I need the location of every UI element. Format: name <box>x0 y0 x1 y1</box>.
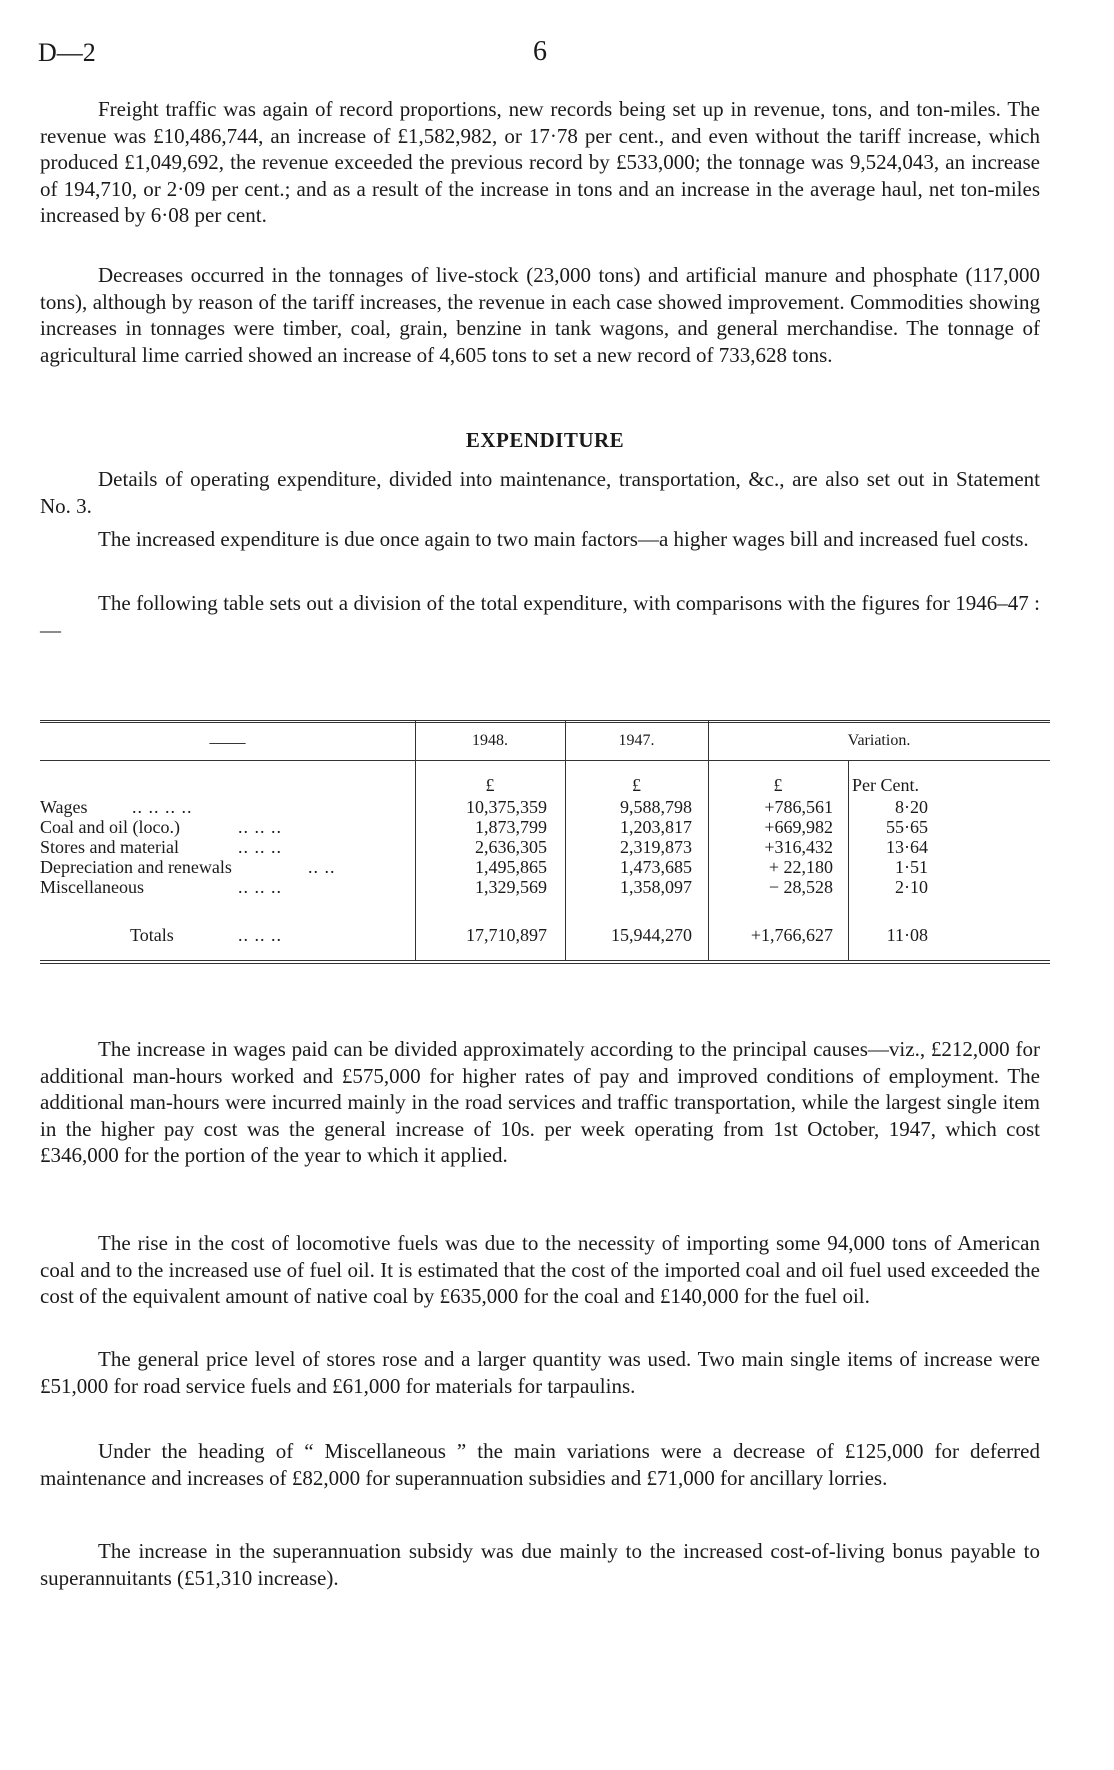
table-top-rule-double <box>40 722 1050 723</box>
header-label-column: —— <box>209 732 246 752</box>
table-row-label: Wages <box>40 797 88 817</box>
header-1948: 1948. <box>472 732 508 749</box>
totals-percent: 11·08 <box>886 925 928 945</box>
table-cell-1947: 1,358,097 <box>620 877 692 897</box>
totals-1948: 17,710,897 <box>466 925 547 945</box>
paragraph-tonnage-decreases: Decreases occurred in the tonnages of live-stock (23,000 tons) and artificial manure and phosphate (117,000 tons), although by reason of the tariff increases, the revenue in each case showed improvement. Commodities showing increases in tonnages were timber, coal, grain, benzine in tank wagons, and general merchandise. The tonnage of agricultural lime carried showed an increase of 4,605 tons to set a new record of 733,628 tons. <box>40 263 1040 367</box>
table-cell-variation: + 22,180 <box>768 857 833 877</box>
table-header-rule <box>40 760 1050 761</box>
table-cell-percent: 8·20 <box>895 797 928 817</box>
unit-1948: £ <box>485 775 495 795</box>
table-row-leader: .. .. .. <box>238 877 282 897</box>
totals-1947: 15,944,270 <box>611 925 692 945</box>
paragraph-details-operating: Details of operating expenditure, divided into maintenance, transportation, &c., are also set out in Statement No. 3. <box>40 467 1040 518</box>
unit-variation-amount: £ <box>773 775 783 795</box>
table-bottom-rule-double <box>40 963 1050 964</box>
table-row-label: Miscellaneous <box>40 877 144 897</box>
totals-leader: .. .. .. <box>238 925 282 945</box>
paragraph-table-intro: The following table sets out a division of the total expenditure, with comparisons with the figures for 1946–47 :— <box>40 591 1040 642</box>
table-row-leader: .. .. .. <box>238 837 282 857</box>
table-row-label: Depreciation and renewals <box>40 857 232 877</box>
table-cell-variation: +786,561 <box>764 797 833 817</box>
page-number: 6 <box>533 36 547 67</box>
table-cell-variation: +316,432 <box>764 837 833 857</box>
table-row-label: Coal and oil (loco.) <box>40 817 180 837</box>
table-cell-1948: 1,873,799 <box>475 817 547 837</box>
header-variation: Variation. <box>847 732 911 749</box>
paragraph-increased-expenditure: The increased expenditure is due once again to two main factors—a higher wages bill and increased fuel costs. <box>98 527 1029 551</box>
section-heading-expenditure: EXPENDITURE <box>465 428 625 452</box>
totals-label: Totals <box>130 925 174 945</box>
unit-1947: £ <box>632 775 641 795</box>
header-1947: 1947. <box>618 732 655 749</box>
paragraph-freight-traffic: Freight traffic was again of record proportions, new records being set up in revenue, tons, and ton-miles. The revenue was £10,486,744, an increase of £1,582,982, or 17·78 per cent., and even without the tariff increase, which produced £1,049,692, the revenue exceeded the previous record by £533,000; the tonnage was 9,524,043, an increase of 194,710, or 2·09 per cent.; and as a result of the increase in tons and an increase in the average haul, net ton-miles increased by 6·08 per cent. <box>40 97 1040 227</box>
table-cell-1948: 10,375,359 <box>466 797 547 817</box>
table-cell-1948: 2,636,305 <box>475 837 547 857</box>
table-row-leader: .. .. .. .. <box>132 797 193 817</box>
table-cell-1948: 1,329,569 <box>475 877 547 897</box>
table-cell-1948: 1,495,865 <box>475 857 547 877</box>
unit-variation-percent: Per Cent. <box>852 775 919 795</box>
totals-variation: +1,766,627 <box>750 925 833 945</box>
table-cell-1947: 1,203,817 <box>620 817 692 837</box>
table-cell-variation: +669,982 <box>764 817 833 837</box>
table-cell-percent: 55·65 <box>886 817 928 837</box>
table-cell-percent: 1·51 <box>895 857 928 877</box>
table-cell-1947: 9,588,798 <box>620 797 692 817</box>
expenditure-table <box>40 720 1050 1002</box>
table-row-label: Stores and material <box>40 837 179 857</box>
paragraph-superannuation: The increase in the superannuation subsidy was due mainly to the increased cost-of-living bonus payable to superannuitants (£51,310 increase). <box>40 1539 1040 1590</box>
table-row-leader: .. .. <box>308 857 336 877</box>
table-cell-percent: 2·10 <box>895 877 928 897</box>
paragraph-stores-price: The general price level of stores rose and a larger quantity was used. Two main single items of increase were £51,000 for road service fuels and £61,000 for materials for tarpaulins. <box>40 1347 1040 1398</box>
table-row-leader: .. .. .. <box>238 817 282 837</box>
table-bottom-rule <box>40 960 1050 961</box>
paragraph-wages-increase: The increase in wages paid can be divided approximately according to the principal causes—viz., £212,000 for additional man-hours worked and £575,000 for higher rates of pay and improved conditions of employment. The additional man-hours were incurred mainly in the road services and traffic transportation, while the largest single item in the higher pay cost was the general increase of 10s. per week operating from 1st October, 1947, which cost £346,000 for the portion of the year to which it applied. <box>40 1037 1040 1167</box>
paragraph-miscellaneous: Under the heading of “ Miscellaneous ” the main variations were a decrease of £125,000 for deferred maintenance and increases of £82,000 for superannuation subsidies and £71,000 for ancillary lorries. <box>40 1439 1040 1490</box>
table-top-rule <box>40 720 1050 721</box>
table-cell-1947: 2,319,873 <box>620 837 692 857</box>
table-cell-1947: 1,473,685 <box>620 857 692 877</box>
paragraph-locomotive-fuels: The rise in the cost of locomotive fuels was due to the necessity of importing some 94,000 tons of American coal and to the increased use of fuel oil. It is estimated that the cost of the imported coal and oil fuel used exceeded the cost of the equivalent amount of native coal by £635,000 for the coal and £140,000 for the fuel oil. <box>40 1231 1040 1308</box>
table-cell-variation: − 28,528 <box>768 877 833 897</box>
page-identifier: D—2 <box>38 38 96 67</box>
table-cell-percent: 13·64 <box>886 837 928 857</box>
